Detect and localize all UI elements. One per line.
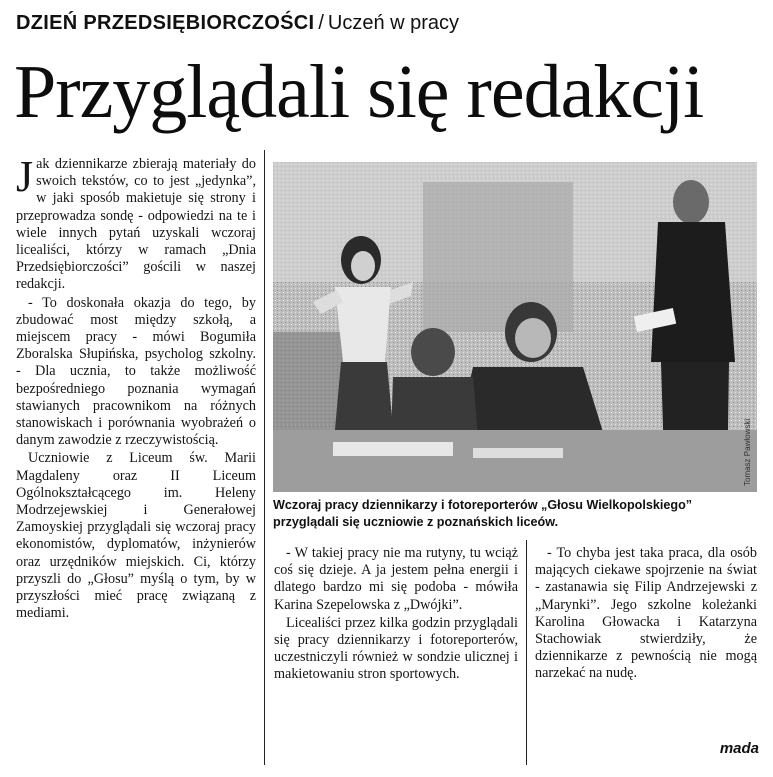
article-photo bbox=[273, 162, 757, 492]
section-kicker bbox=[16, 10, 756, 36]
paragraph-quote-karina: - W takiej pracy nie ma rutyny, tu wciąż coś się dzieje. A ja jestem pełna energii i dlatego bardzo mi się podoba - mówiła Karina Szepelowska z „Dwójki”. bbox=[274, 545, 518, 613]
column-rule-left bbox=[264, 150, 265, 765]
paragraph-quote-psychologist: - To doskonała okazja do tego, by zbudować most między szkołą, a miejscem pracy - mówi Bogumiła Zboralska Słupińska, psycholog szkolny. - Dla ucznia, to także możliwość bezpośredniego poznania wymagań stawianych pracownikom na różnych stanowiskach i porównania wyobrażeń o danym zawodzie z rzeczywistością. bbox=[16, 294, 256, 449]
paragraph-quote-filip: - To chyba jest taka praca, dla osób mających ciekawe spojrzenie na świat - zastanawia się Filip Andrzejewski z „Marynki”. Jego szkolne koleżanki Karolina Głowacka i Katarzyna Stachowiak stwierdziły, że dziennikarze z pewnością nie mogą narzekać na nudę. bbox=[535, 545, 757, 682]
kicker-separator: / bbox=[318, 12, 324, 34]
section-name: DZIEŃ PRZEDSIĘBIORCZOŚCI bbox=[16, 12, 315, 34]
newsroom-photo-illustration bbox=[273, 162, 757, 492]
column-rule-mid bbox=[526, 540, 527, 765]
paragraph-schools: Uczniowie z Liceum św. Marii Magdaleny oraz II Liceum Ogólnokształcącego im. Heleny Modrzejewskiej i Generałowej Zamoyskiej przyglądali się wczoraj pracy ekonomistów, dyplomatów, inżynierów oraz urzędników miejskich. Ci, którzy przyszli do „Głosu” myślą o tym, by w przyszłości mieć pracę związaną z mediami. bbox=[16, 450, 256, 622]
article-column-3 bbox=[535, 545, 757, 683]
subsection-name: Uczeń w pracy bbox=[327, 12, 460, 34]
article-column-1 bbox=[16, 152, 256, 622]
author-signature: mada bbox=[719, 740, 759, 757]
photo-caption: Wczoraj pracy dziennikarzy i fotoreporterów „Głosu Wielkopolskiego” przyglądali się uczniowie z poznańskich liceów. bbox=[273, 498, 693, 529]
photo-credit: Tomasz Pawłowski bbox=[743, 418, 752, 486]
lead-paragraph bbox=[16, 152, 256, 294]
article-headline: Przyglądali się redakcji bbox=[14, 50, 704, 134]
article-column-2 bbox=[274, 545, 518, 684]
lead-text: ak dziennikarze zbierają materiały do swoich tekstów, co to jest „jedynka”, w jaki sposób makietuje się strony i przeprowadza sondę - odpowiedzi na te i wiele innych pytań uzyskali wczoraj licealiści, którzy w ramach „Dnia Przedsiębiorczości” gościli w naszej redakcji. bbox=[16, 156, 256, 293]
paragraph-activities: Licealiści przez kilka godzin przyglądali się pracy dziennikarzy i fotoreporterów, uczestniczyli również w sondzie ulicznej i makietowaniu stron sportowych. bbox=[274, 614, 518, 683]
drop-cap: J bbox=[16, 152, 34, 201]
